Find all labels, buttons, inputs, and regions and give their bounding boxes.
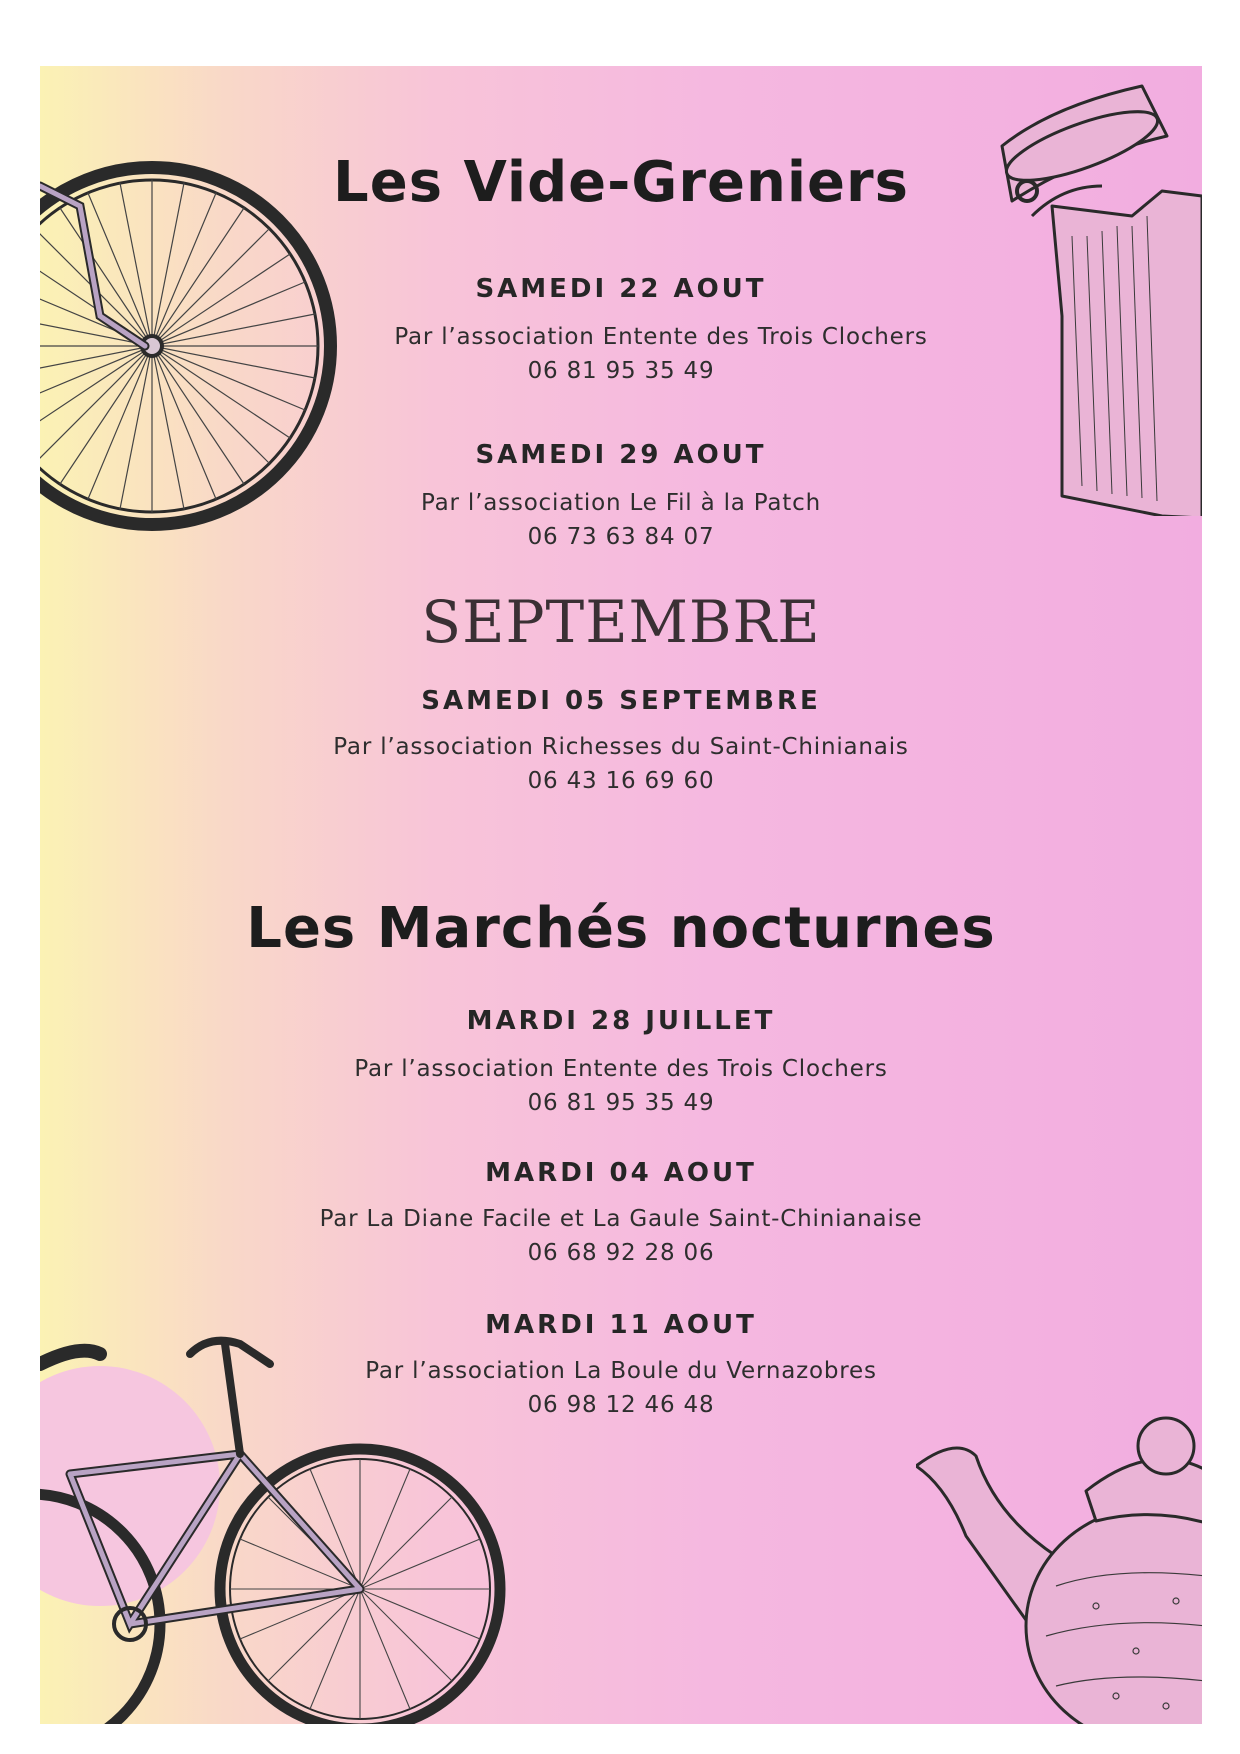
event-phone: 06 81 95 35 49 bbox=[527, 1090, 715, 1116]
poster-content bbox=[40, 66, 1202, 1724]
poster bbox=[40, 66, 1202, 1724]
event-phone: 06 98 12 46 48 bbox=[527, 1392, 715, 1418]
event-date: SAMEDI 29 AOUT bbox=[475, 440, 767, 470]
event-organizer: Par l’association Entente des Trois Clochers bbox=[394, 324, 928, 350]
event-organizer: Par l’association La Boule du Vernazobres bbox=[365, 1358, 877, 1384]
event-date: MARDI 04 AOUT bbox=[485, 1158, 757, 1188]
event-organizer: Par La Diane Facile et La Gaule Saint-Chinianaise bbox=[319, 1206, 923, 1232]
event-date: SAMEDI 05 SEPTEMBRE bbox=[421, 686, 821, 716]
vide-greniers-title: Les Vide-Greniers bbox=[333, 150, 909, 215]
event-organizer: Par l’association Entente des Trois Clochers bbox=[354, 1056, 888, 1082]
event-date: MARDI 28 JUILLET bbox=[466, 1006, 776, 1036]
event-phone: 06 43 16 69 60 bbox=[527, 768, 715, 794]
event-organizer: Par l’association Le Fil à la Patch bbox=[421, 490, 821, 516]
event-date: MARDI 11 AOUT bbox=[485, 1310, 757, 1340]
event-phone: 06 68 92 28 06 bbox=[527, 1240, 715, 1266]
event-phone: 06 73 63 84 07 bbox=[527, 524, 715, 550]
event-phone: 06 81 95 35 49 bbox=[527, 358, 715, 384]
event-date: SAMEDI 22 AOUT bbox=[475, 274, 767, 304]
marches-nocturnes-title: Les Marchés nocturnes bbox=[246, 896, 996, 961]
september-heading: SEPTEMBRE bbox=[421, 588, 821, 656]
event-organizer: Par l’association Richesses du Saint-Chinianais bbox=[333, 734, 909, 760]
